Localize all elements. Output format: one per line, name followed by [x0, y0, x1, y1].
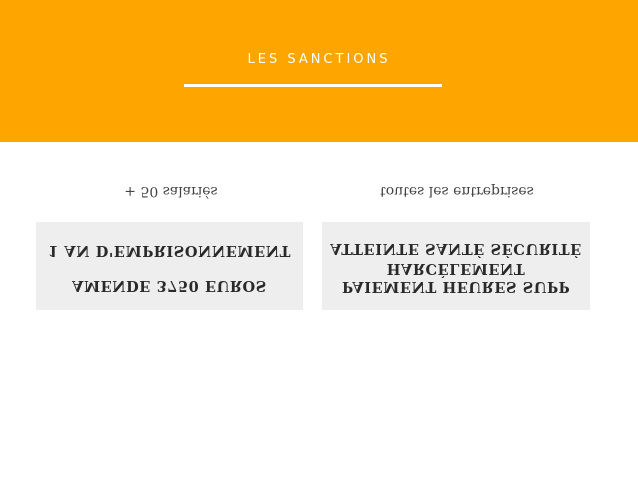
- right-sanction-line-3: PAIEMENT HEURES SUPP: [341, 278, 571, 295]
- right-sanction-line-1: ATTEINTE SANTÉ SÉCURITÉ: [330, 240, 582, 257]
- left-column-label: + 50 salariés: [124, 183, 218, 199]
- left-sanction-line-1: 1 AN D'EMPRISONNEMENT: [48, 242, 291, 259]
- title-underline: [184, 84, 442, 87]
- left-sanction-box: [36, 222, 303, 310]
- right-sanction-box: [322, 222, 590, 310]
- header-banner: [0, 0, 638, 142]
- page-title: LES SANCTIONS: [247, 52, 391, 67]
- right-column-label: toutes les entreprises: [380, 183, 534, 199]
- left-sanction-line-2: AMENDE 3750 EUROS: [72, 277, 267, 294]
- right-sanction-line-2: HARCÈLEMENT: [386, 260, 526, 277]
